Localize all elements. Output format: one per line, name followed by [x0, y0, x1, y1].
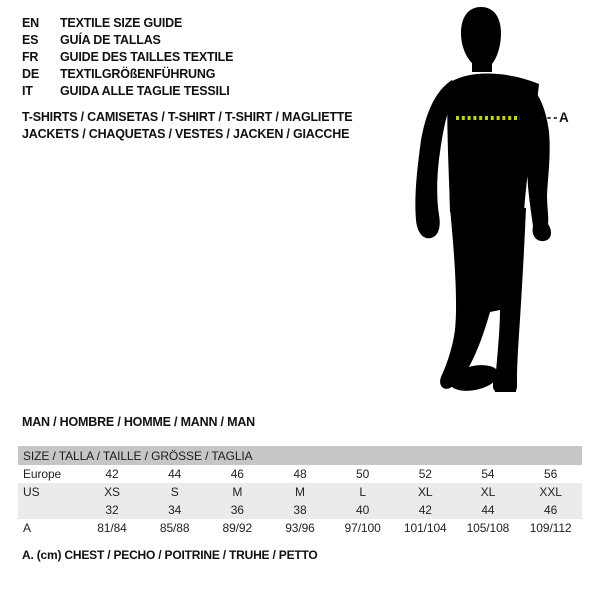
table-row: [18, 465, 582, 483]
table-row: [18, 519, 582, 537]
size-cell: 109/112: [529, 521, 572, 535]
language-code: FR: [22, 50, 39, 64]
table-header-label: SIZE / TALLA / TAILLE / GRÖSSE / TAGLIA: [18, 446, 582, 465]
size-cell: S: [143, 483, 206, 501]
man-silhouette: [415, 7, 551, 395]
language-guide-title: GUIDE DES TAILLES TEXTILE: [60, 50, 234, 64]
size-cell: XL: [394, 483, 457, 501]
size-cell: 50: [356, 467, 370, 481]
size-cell: 44: [457, 501, 520, 519]
row-label: [18, 501, 81, 519]
size-cell: 42: [394, 501, 457, 519]
measure-label-a: A: [559, 110, 569, 125]
category-line: JACKETS / CHAQUETAS / VESTES / JACKEN / GIACCHE: [22, 127, 350, 141]
measure-footnote: A. (cm) CHEST / PECHO / POITRINE / TRUHE / PETTO: [22, 548, 318, 562]
row-label: Europe: [23, 467, 62, 481]
size-cell: 54: [481, 467, 495, 481]
size-cell: M: [206, 483, 269, 501]
table-row: [18, 501, 582, 519]
size-cell: XS: [81, 483, 144, 501]
size-cell: 105/108: [466, 521, 510, 535]
size-cell: 32: [81, 501, 144, 519]
size-cell: 38: [269, 501, 332, 519]
size-cell: 85/88: [159, 521, 190, 535]
size-cell: 46: [519, 501, 582, 519]
size-cell: 36: [206, 501, 269, 519]
size-cell: 42: [105, 467, 119, 481]
size-cell: 46: [230, 467, 244, 481]
size-cell: 101/104: [403, 521, 447, 535]
size-cell: XXL: [519, 483, 582, 501]
size-table-body: [18, 446, 582, 537]
language-guide-title: TEXTILE SIZE GUIDE: [60, 16, 183, 30]
language-code: DE: [22, 67, 39, 81]
language-code: EN: [22, 16, 39, 30]
language-guide-title: GUIDA ALLE TAGLIE TESSILI: [60, 84, 230, 98]
size-cell: 40: [331, 501, 394, 519]
size-table: [18, 446, 582, 537]
category-line: T-SHIRTS / CAMISETAS / T-SHIRT / T-SHIRT / MAGLIETTE: [22, 110, 353, 124]
size-cell: XL: [457, 483, 520, 501]
size-cell: 93/96: [285, 521, 315, 535]
language-code: ES: [22, 33, 39, 47]
section-title: MAN / HOMBRE / HOMME / MANN / MAN: [22, 415, 255, 429]
language-guide-title: GUÍA DE TALLAS: [60, 33, 161, 47]
size-cell: 52: [418, 467, 432, 481]
size-cell: 44: [168, 467, 182, 481]
size-cell: 34: [143, 501, 206, 519]
row-label: US: [18, 483, 81, 501]
language-guide-title: TEXTILGRÖßENFÜHRUNG: [60, 67, 216, 81]
size-cell: 48: [293, 467, 307, 481]
row-label: A: [23, 521, 31, 535]
size-cell: 81/84: [97, 521, 127, 535]
table-header-row: [18, 446, 582, 465]
size-cell: L: [331, 483, 394, 501]
table-row: [18, 483, 582, 501]
size-cell: 89/92: [222, 521, 253, 535]
language-code: IT: [22, 84, 33, 98]
size-cell: 97/100: [344, 521, 381, 535]
size-cell: 56: [544, 467, 558, 481]
size-cell: M: [269, 483, 332, 501]
